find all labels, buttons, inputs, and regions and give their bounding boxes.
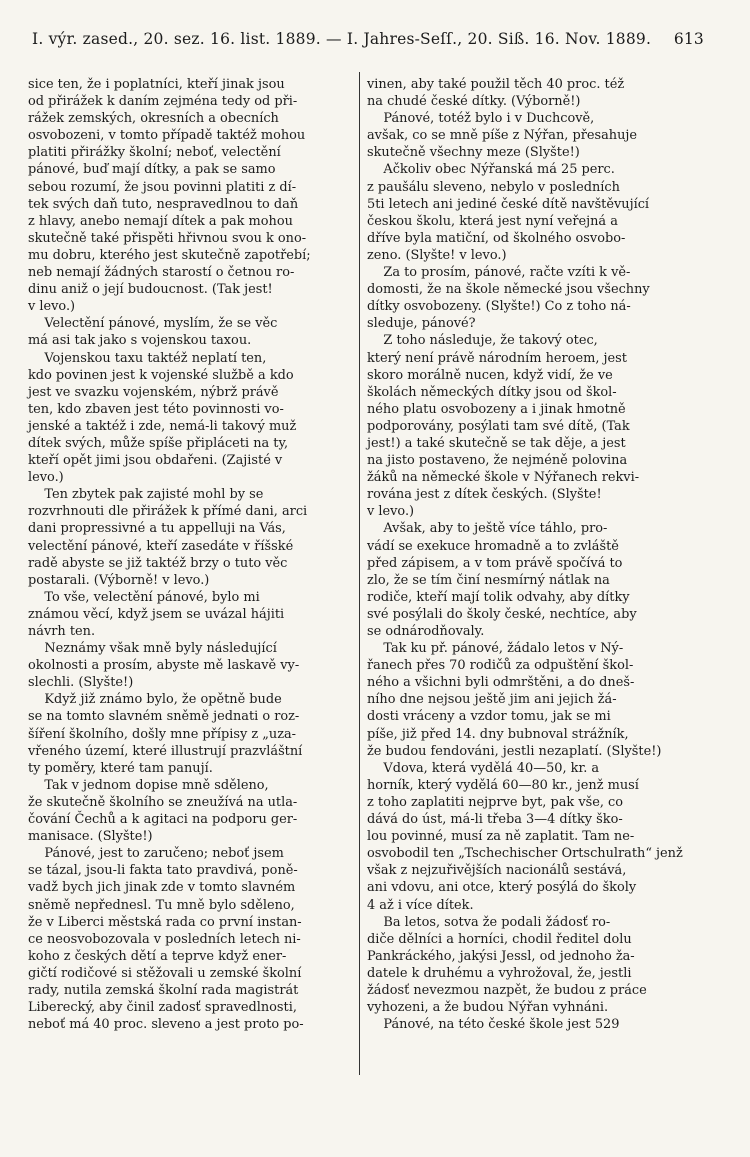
paragraph: Vojenskou taxu taktéž neplatí ten, kdo povinen jest k vojenské službě a kdo jest ve svazku vojenském, nýbrž právě ten, kdo zbaven jest této povinnosti vo- jenské a taktéž i zde, nemá-li takový muž dítek svých, může spíše připláceti na ty, kteří opět jimi jsou obdařeni. (Zajisté v levo.) (28, 350, 297, 486)
paragraph: Pánové, jest to zaručeno; neboť jsem se tázal, jsou-li fakta tato pravdivá, poně- vadž bych jich jinak zde v tomto slavném sněmě nepřednesl. Tu mně bylo sděleno, že v Liberci městská rada co první instan- ce neosvobozovala v posledních letech ni- koho z českých dětí a teprve když ener- gičtí rodičové si stěžovali u zemské školní rady, nutila zemská školní rada magistrát Liberecký, aby činil zadosť spravedlnosti, neboť má 40 proc. sleveno a jest proto po- (28, 846, 304, 1033)
paragraph: Ba letos, sotva že podali žádosť ro- diče dělníci a horníci, chodil ředitel dolu Pankráckého, jakýsi Jessl, od jednoho ža- datele k druhému a vyhrožoval, že, jestli žádosť nevezmou nazpět, že budou z práce vyhozeni, a že budou Nýřan vyhnáni. (367, 914, 647, 1016)
header-title: I. výr. zased., 20. sez. 16. list. 1889. — I. Jahres-Seſſ., 20. Siß. 16. Nov. 1889. (32, 30, 652, 48)
paragraph: To vše, velectění pánové, bylo mi známou věcí, když jsem se uvázal hájiti návrh ten. (28, 589, 285, 639)
paragraph: Z toho následuje, že takový otec, který není právě národním heroem, jest skoro morálně nucen, když vidí, že ve školách německých dítky jsou od škol- ného platu osvobozeny a i jinak hmotně podporovány, posýlati tam své dítě, (Tak jest!) a také skutečně se tak děje, a jest na jisto postaveno, že nejméně polovina žáků na německé škole v Nýřanech rekvi- rována jest z dítek českých. (Slyšte! v levo.) (367, 333, 640, 520)
right-column (367, 76, 697, 1033)
paragraph: Za to prosím, pánové, račte vzíti k vě- domosti, že na škole německé jsou všechny dítky osvobozeny. (Slyšte!) Co z toho ná- sleduje, pánové? (367, 265, 650, 332)
paragraph: Vdova, která vydělá 40—50, kr. a horník, který vydělá 60—80 kr., jenž musí z toho zaplatiti nejprve byt, pak vše, co dává do úst, má-li třeba 3—4 dítky ško- lou povinné, musí za ně zaplatit. Tam ne- osvobodil ten „Tschechischer Ortschulrath“ jenž však z nejzuřivějších nacionálů sestává, ani vdovu, ani otce, který posýlá do školy 4 až i více dítek. (367, 760, 683, 913)
paragraph: vinen, aby také použil těch 40 proc. též na chudé české dítky. (Výborně!) (367, 77, 625, 110)
paragraph: Avšak, aby to ještě více táhlo, pro- vádí se exekuce hromadně a to zvláště před zápisem, a v tom právě spočívá to zlo, že se tím činí nesmírný nátlak na rodiče, kteří mají tolik odvahy, aby dítky své posýlali do školy české, nechtíce, aby se odnárodňovaly. (367, 521, 637, 639)
paragraph: sice ten, že i poplatníci, kteří jinak jsou od přirážek k daním zejména tedy od při- rážek zemských, okresních a obecních osvobozeni, v tomto případě taktéž mohou platiti přirážky školní; neboť, velectění pánové, buď mají dítky, a pak se samo sebou rozumí, že jsou povinni platiti z dí- tek svých daň tuto, nespravedlnou to daň z hlavy, anebo nemají dítek a pak mohou skutečně také přispěti hřivnou svou k ono- mu dobru, kterého jest skutečně zapotřebí; neb nemají žádných starostí o četnou ro- dinu aniž o její budoucnost. (Tak jest! v levo.) (28, 77, 311, 315)
paragraph: Neznámy však mně byly následující okolnosti a prosím, abyste mě laskavě vy- slechli. (Slyšte!) (28, 641, 300, 691)
paragraph: Pánové, na této české škole jest 529 (367, 1017, 620, 1033)
paragraph: Ten zbytek pak zajisté mohl by se rozvrhnouti dle přirážek k přímé dani, arci dani propressivné a tu appelluji na Vás, velectění pánové, kteří zasedáte v říšské radě abyste se již taktéž brzy o tuto věc postarali. (Výborně! v levo.) (28, 487, 308, 588)
paragraph: Když již známo bylo, že opětně bude se na tomto slavném sněmě jednati o roz- šíření školního, došly mne přípisy z „uza- vřeného území, které illustrují prazvláštní ty poměry, které tam panují. (28, 692, 303, 776)
running-header (32, 30, 704, 56)
left-column (28, 76, 358, 1033)
paragraph: Ačkoliv obec Nýřanská má 25 perc. z paušálu sleveno, nebylo v posledních 5ti letech ani jediné české dítě navštěvující českou školu, která jest nyní veřejná a dříve byla matiční, od školného osvobo- zeno. (Slyšte! v levo.) (367, 162, 650, 263)
paragraph: Tak v jednom dopise mně sděleno, že skutečně školního se zneužívá na utla- čování Čechů a k agitaci na podporu ger- manisace. (Slyšte!) (28, 777, 298, 845)
paragraph: Pánové, totéž bylo i v Duchcově, avšak, co se mně píše z Nýřan, přesahuje skutečně všechny meze (Slyšte!) (367, 111, 638, 161)
paragraph: Tak ku př. pánové, žádalo letos v Ný- řanech přes 70 rodičů za odpuštění škol- ného a všichni byli odmrštěni, a do dneš- ního dne nejsou ještě jim ani jejich žá- dosti vráceny a vzdor tomu, jak se mi píše, již před 14. dny bubnoval strážník, že budou fendováni, jestli nezaplatí. (Slyšte!) (367, 641, 662, 759)
paragraph: Velectění pánové, myslím, že se věc má asi tak jako s vojenskou taxou. (28, 316, 278, 349)
column-divider (359, 72, 360, 1075)
page-number: 613 (673, 30, 704, 48)
